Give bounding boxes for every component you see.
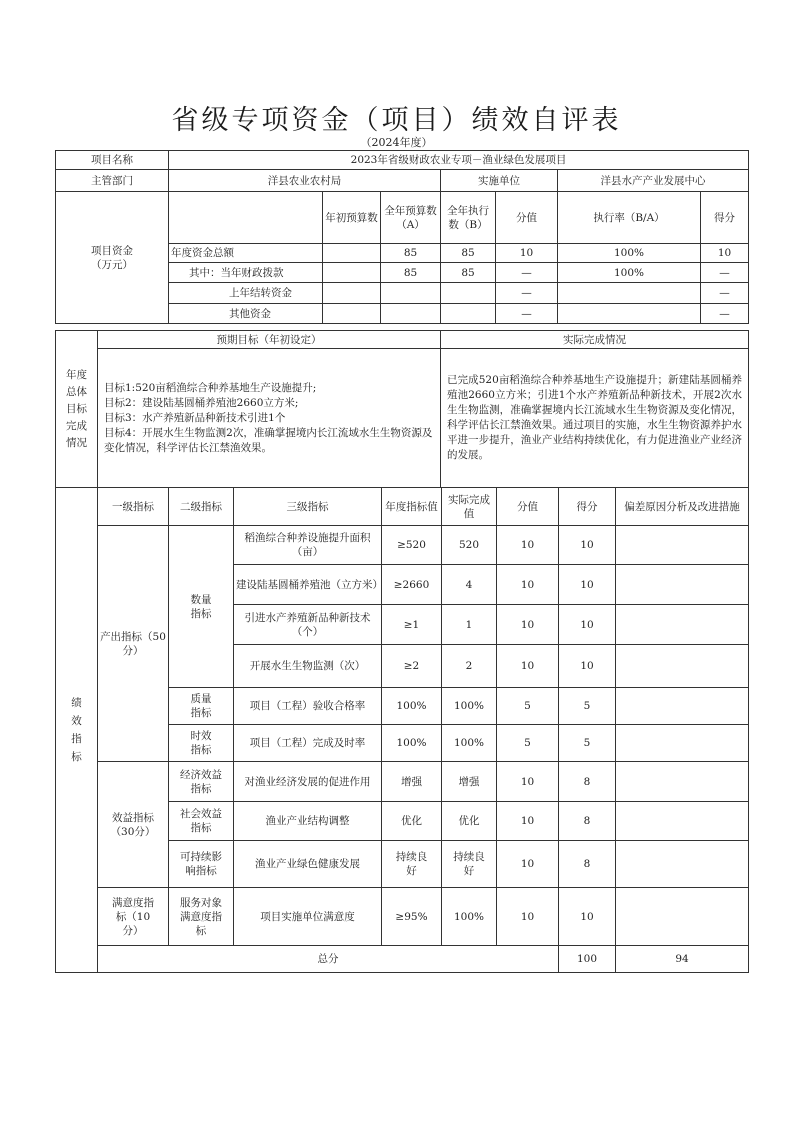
dept-value: 洋县农业农村局 — [169, 170, 441, 192]
year-label: （2024年度） — [360, 136, 433, 149]
level2-quantity: 数量指标 — [169, 526, 234, 688]
level2-quality: 质量指标 — [169, 688, 234, 725]
indicator-row: 可持续影响指标 渔业产业绿色健康发展 持续良好 持续良好 10 8 — [56, 841, 749, 888]
indicator-row: 时效指标 项目（工程）完成及时率 100% 100% 5 5 — [56, 725, 749, 762]
funds-row: 上年结转资金 — — — [56, 283, 749, 304]
header-note: 偏差原因分析及改进措施 — [616, 488, 749, 526]
funds-header-score: 得分 — [701, 192, 749, 244]
funds-header-blank — [169, 192, 323, 244]
level1-satisfaction: 满意度指标（10分） — [98, 888, 169, 946]
indicator-row: 建设陆基圆桶养殖池（立方米） ≥2660 4 10 10 — [56, 565, 749, 605]
funds-header-executed: 全年执行数（B） — [441, 192, 496, 244]
level2-social: 社会效益指标 — [169, 802, 234, 841]
funds-header-initial: 年初预算数 — [323, 192, 381, 244]
indicator-row: 质量指标 项目（工程）验收合格率 100% 100% 5 5 — [56, 688, 749, 725]
total-label: 总分 — [98, 946, 559, 973]
level1-benefit: 效益指标（30分） — [98, 762, 169, 888]
level1-output: 产出指标（50分） — [98, 526, 169, 762]
funds-row: 其中：当年财政拨款 85 85 — 100% — — [56, 263, 749, 283]
expected-goals — [98, 349, 441, 488]
indicator-row: 效益指标（30分） 经济效益指标 对渔业经济发展的促进作用 增强 增强 10 8 — [56, 762, 749, 802]
indicator-row: 开展水生生物监测（次） ≥2 2 10 10 — [56, 645, 749, 688]
goals-table — [55, 330, 749, 488]
goals-section-label: 年度总体目标完成情况 — [56, 331, 98, 488]
funds-row: 年度资金总额 85 85 10 100% 10 — [56, 244, 749, 263]
level2-timeliness: 时效指标 — [169, 725, 234, 762]
level2-economic: 经济效益指标 — [169, 762, 234, 802]
actual-completion: 已完成520亩稻渔综合种养基地生产设施提升；新建陆基圆桶养殖池2660立方米；引进1个水产养殖新品种新技术，开展2次水生生物监测，准确掌握境内长江流域水生生物资源及变化情况，科学评估长江禁渔效果。通过项目的实施，水生生物资源养护水平进一步提升，渔业产业结构持续优化，有力促进渔业产业经济的发展。 — [441, 349, 749, 488]
indicator-row: 社会效益指标 渔业产业结构调整 优化 优化 10 8 — [56, 802, 749, 841]
page-title: 省级专项资金（项目）绩效自评表 — [171, 105, 622, 136]
level2-sustainable: 可持续影响指标 — [169, 841, 234, 888]
funds-header-weight: 分值 — [496, 192, 558, 244]
project-name-value: 2023年省级财政农业专项－渔业绿色发展项目 — [169, 151, 749, 170]
impl-label: 实施单位 — [441, 170, 558, 192]
info-funds-table — [55, 150, 749, 324]
header-level1: 一级指标 — [98, 488, 169, 526]
total-weight: 100 — [559, 946, 616, 973]
header-target: 年度指标值 — [382, 488, 442, 526]
expected-header: 预期目标（年初设定） — [98, 331, 441, 349]
total-row — [56, 946, 749, 973]
goal-line: 目标2：建设陆基圆桶养殖池2660立方米; — [104, 396, 299, 409]
funds-header-rate: 执行率（B/A） — [558, 192, 701, 244]
header-level3: 三级指标 — [234, 488, 382, 526]
indicators-table — [55, 487, 749, 973]
header-weight: 分值 — [497, 488, 559, 526]
funds-section-label: 项目资金 （万元） — [56, 192, 169, 324]
actual-header: 实际完成情况 — [441, 331, 749, 349]
dept-label: 主管部门 — [56, 170, 169, 192]
indicator-row: 产出指标（50分） 数量指标 稻渔综合种养设施提升面积（亩） ≥520 520 10 10 — [56, 526, 749, 565]
goal-line: 目标4：开展水生生物监测2次，准确掌握境内长江流域水生生物资源及变化情况，科学评估长江禁渔效果。 — [104, 426, 433, 454]
total-score: 94 — [616, 946, 749, 973]
indicator-row: 满意度指标（10分） 服务对象满意度指标 项目实施单位满意度 ≥95% 100% 10 10 — [56, 888, 749, 946]
indicator-row: 引进水产养殖新品种新技术（个） ≥1 1 10 10 — [56, 605, 749, 645]
project-name-label: 项目名称 — [56, 151, 169, 170]
level2-service: 服务对象满意度指标 — [169, 888, 234, 946]
indicators-section-label: 绩效指标 — [56, 488, 98, 973]
header-actual: 实际完成值 — [442, 488, 497, 526]
funds-row: 其他资金 — — — [56, 304, 749, 324]
funds-header-annual: 全年预算数（A） — [381, 192, 441, 244]
header-level2: 二级指标 — [169, 488, 234, 526]
header-score: 得分 — [559, 488, 616, 526]
goal-line: 目标3：水产养殖新品种新技术引进1个 — [104, 411, 286, 424]
impl-value: 洋县水产产业发展中心 — [558, 170, 749, 192]
goal-line: 目标1:520亩稻渔综合种养基地生产设施提升; — [104, 381, 317, 394]
